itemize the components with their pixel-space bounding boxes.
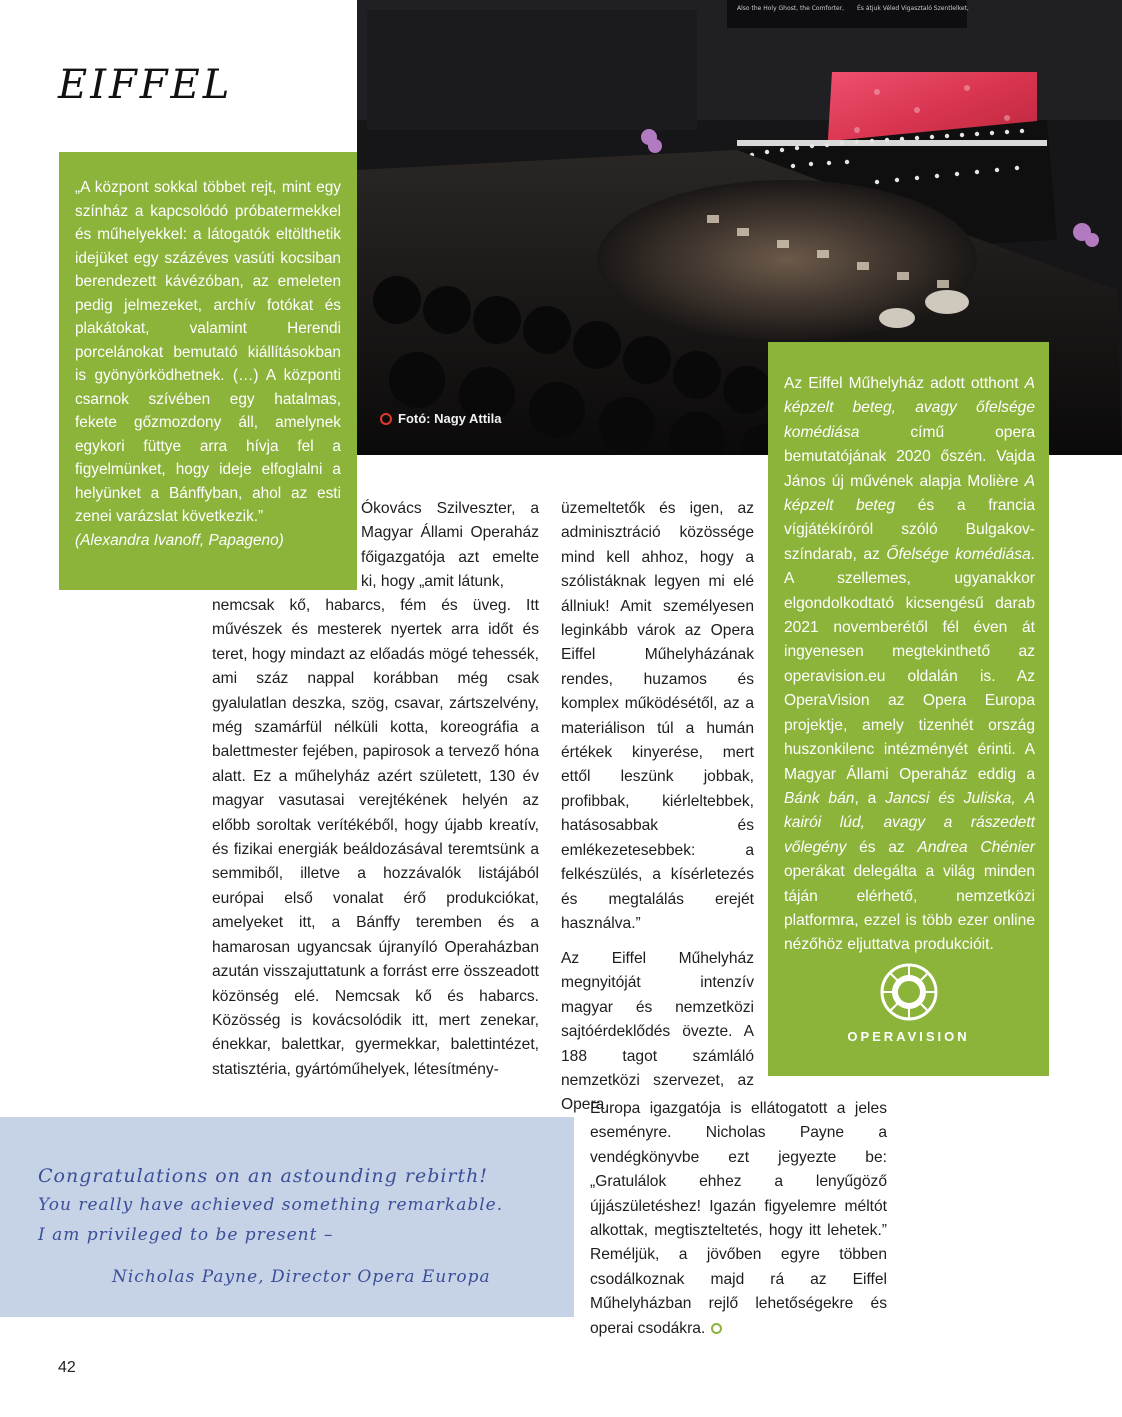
sidebar-title: A képzelt beteg, avagy őfelsége komédiása (784, 375, 1035, 441)
sidebar-title: Őfelsége komédiása (886, 545, 1031, 563)
sidebar-text: és a francia vígjátékíróról szóló Bulgakov-színdarab, az (784, 497, 1035, 563)
sidebar-title: A képzelt beteg (784, 472, 1035, 515)
sidebar-text: . A szellemes, ugyanakkor elgondolkodtató kicsengésű darab 2021 novemberétől fél éven át ingyenesen megtekinthető az operavision.eu oldalán is. Az OperaVision az Opera Europa projektje, amely tizenhét ország huszonkilenc intézményét érinti. A Magyar Állami Operaház eddig a (784, 545, 1036, 783)
pull-quote-author: (Alexandra Ivanoff, Papageno) (75, 531, 284, 549)
sidebar-title: Andrea Chénier (917, 838, 1035, 856)
photo-credit-text: Fotó: Nagy Attila (398, 411, 502, 426)
operavision-logo (768, 962, 1049, 1044)
end-mark-icon (711, 1323, 722, 1334)
article-column-2-bottom (561, 947, 754, 1118)
magazine-logo: EIFFEL (58, 62, 233, 108)
operavision-wordmark: OPERAVISION (847, 1029, 970, 1044)
sidebar-text: Az Eiffel Műhelyház adott otthont (784, 375, 1019, 392)
sidebar-text: operákat delegálta a világ minden táján elérhető, nemzetközi platformra, ezzel is több ezer online nézőhöz eljuttatva produkcióit. (784, 863, 1035, 954)
article-column-3 (590, 1097, 887, 1341)
article-paragraph: Europa igazgatója is ellátogatott a jeles eseményre. Nicholas Payne a vendégkönyvbe ezt jegyezte be: „Gratulálok ehhez a lenyűgöző újjászületéshez! Igazán figyelemre méltót alkottak, megtiszteltetés, hogy itt lehetek.” Reméljük, a jövőben egyre többen csodálkoznak majd rá az Eiffel Műhelyházban rejlő lehetőségekre és operai csodákra. (590, 1100, 887, 1337)
article-paragraph: Ókovács Szilveszter, a Magyar Állami Operaház főigazgatója azt emelte ki, hogy „amit látunk, (361, 500, 539, 591)
pull-quote-box (59, 152, 357, 590)
photo-credit (380, 411, 502, 426)
sidebar-title: Jancsi és Juliska, (885, 789, 1016, 807)
article-column-2 (561, 497, 754, 936)
article-column-1 (212, 594, 539, 1082)
sidebar-text: , a (854, 789, 886, 807)
article-paragraph: üzemeltetők és igen, az adminisztráció közössége mind kell ahhoz, hogy a szólistáknak legyen mi elé állniuk! Amit személyesen leginkább várok az Opera Eiffel Műhelyházának rendes, huzamos és komplex működésétől, az a materiálison túl a humán értékek kinyerése, mert ettől leszünk jobbak, profibbak, kiérleltebbek, hatásosabbak és emlékezetesebbek: a felkészülés, a kísérletezés és megtalálás erejét használva.” (561, 500, 754, 932)
guestbook-signature: Nicholas Payne, Director Opera Europa (112, 1267, 491, 1287)
sidebar-title: Bánk bán (784, 789, 855, 807)
guestbook-line: I am privileged to be present – (38, 1225, 334, 1245)
article-paragraph: nemcsak kő, habarcs, fém és üveg. Itt művészek és mesterek nyertek arra időt és teret, hogy mindazt az előadás mögé tehessék, ami száz nappal korábban még csak gyalulatlan deszka, szög, csavar, zártszelvény, még szamárfül nélküli kotta, koreográfia a balettmester fejében, papirosok a tervező hóna alatt. Ez a műhelyház azért született, 130 év magyar vasutasai verejtékének helyén az előbb soroltak verítékéből, hogy újabb kreatív, és fizikai energiák beáldozásával teremtsünk a semmiből, illetve a hozzávalók listájából európai első vonalat érő produkciókat, amelyeket itt, a Bánffy teremben és a hamarosan ugyancsak újranyíló Operaházban azután visszajuttatunk a forrást erre összeadott közönség elé. Nemcsak kő és habarcs. Közösség is kovácsolódik itt, mert zenekar, énekkar, balettkar, gyermekkar, balettintézet, statisztéria, gyártóműhelyek, létesítmény- (212, 597, 539, 1078)
page-number: 42 (58, 1359, 76, 1376)
guestbook-note-image (0, 1117, 574, 1317)
surtitle-right: És átjuk Véled Vigasztaló Szentlelket, (857, 5, 969, 12)
sidebar-text (1016, 790, 1025, 807)
article-column-1-top (361, 497, 539, 595)
sidebar-text: című opera bemutatójának 2020 őszén. Vajda János új művének alapja Molière (784, 423, 1035, 490)
sidebar-title: A kairói lúd, avagy a rászedett vőlegény (784, 789, 1035, 856)
operavision-emblem-icon (879, 962, 939, 1022)
surtitle-left: Also the Holy Ghost, the Comforter, (737, 5, 845, 12)
sidebar-text: és az (846, 838, 918, 856)
pull-quote-text: „A központ sokkal többet rejt, mint egy színház a kapcsolódó próbatermekkel és műhelyekkel: a látogatók eltölthetik idejüket egy százéves vasúti kocsiban berendezett kávézóban, az emeleten pedig jelmezeket, archív fotókat és plakátokat, valamint Herendi porcelánokat bemutató kiállításokban is gyönyörködhetnek. (…) A központi csarnok szívében egy hatalmas, fekete gőzmozdony áll, amelynek egykori füttye arra hívja fel a figyelmünket, hogy ideje elfoglalni a helyünket a Bánffyban, ahol az esti zenei varázslat következik.” (75, 179, 341, 525)
credit-marker-icon (380, 413, 392, 425)
guestbook-line: You really have achieved something remarkable. (38, 1195, 504, 1215)
guestbook-line: Congratulations on an astounding rebirth! (38, 1165, 489, 1187)
article-paragraph: Az Eiffel Műhelyház megnyitóját intenzív magyar és nemzetközi sajtóérdeklődés övezte. A 188 tagot számláló nemzetközi szervezet, az Opera (561, 950, 754, 1114)
